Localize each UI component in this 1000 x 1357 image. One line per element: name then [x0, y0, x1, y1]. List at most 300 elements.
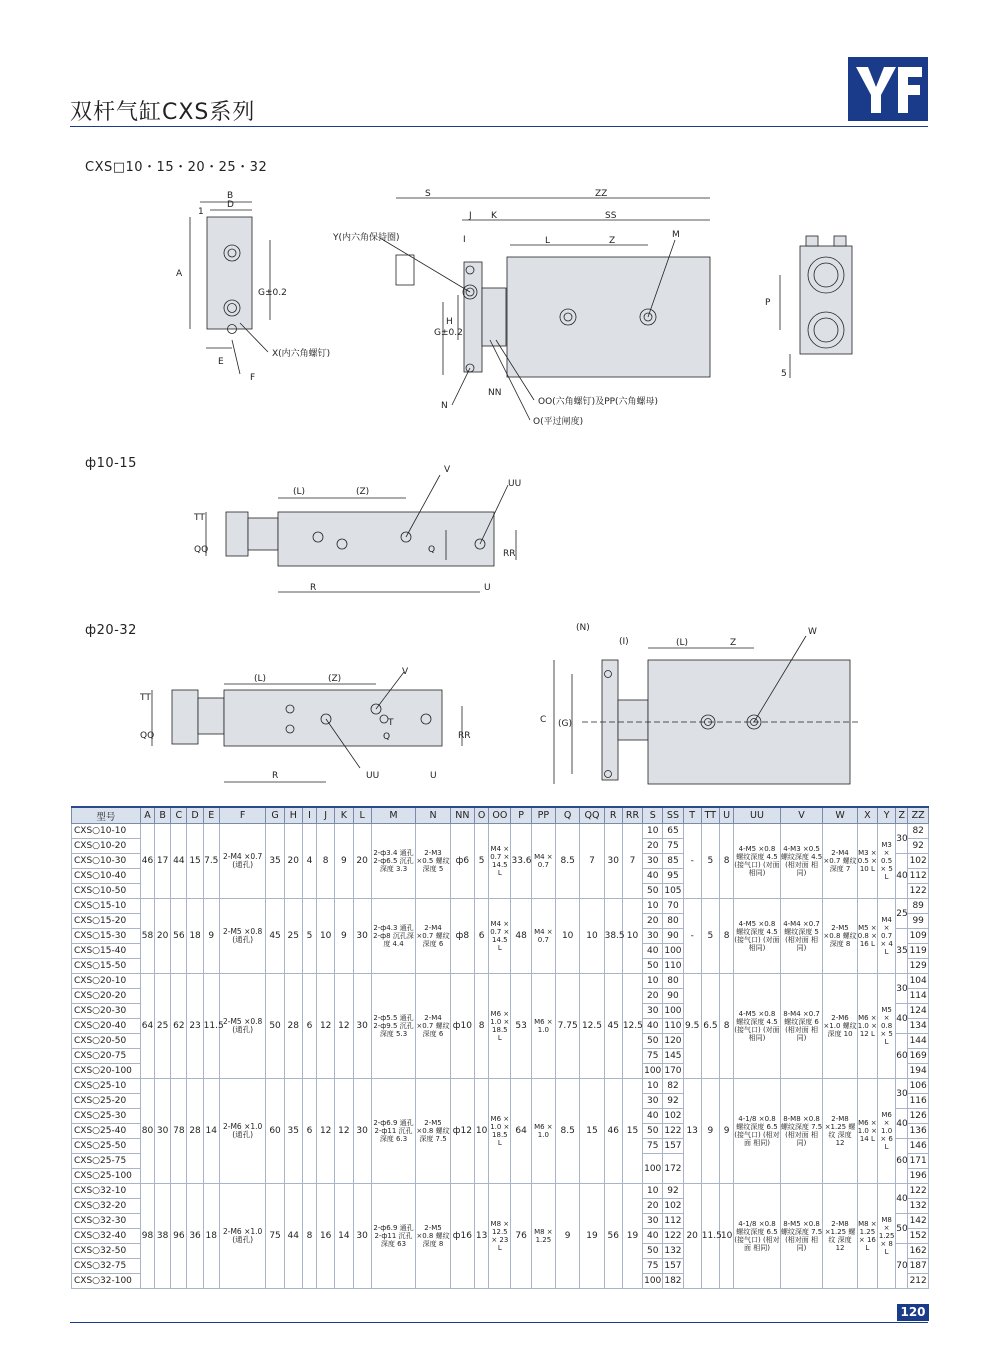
col-header: E — [203, 807, 219, 824]
table-cell: 142 — [908, 1214, 929, 1229]
table-cell: M6 × 1.0 × 14 L — [857, 1079, 877, 1184]
table-cell: 2-M5 ×0.8 (通孔) — [219, 974, 266, 1079]
label-5: 5 — [781, 369, 787, 379]
label-lp-right: (L) — [676, 638, 689, 648]
table-cell: 53 — [511, 974, 531, 1079]
table-cell: 30 — [604, 824, 622, 899]
table-cell: M6 × 1.0 — [531, 1079, 555, 1184]
table-cell: CXS○15-40 — [72, 944, 141, 959]
table-cell: M6 × 1.0 × 6 L — [878, 1079, 896, 1184]
table-cell: CXS○15-50 — [72, 959, 141, 974]
label-j: J — [469, 211, 472, 221]
table-cell: 28 — [187, 1079, 203, 1184]
table-cell: 45 — [266, 899, 284, 974]
table-cell: M4 × 0.7 — [531, 824, 555, 899]
table-cell: 5 — [302, 899, 316, 974]
table-cell: 80 — [663, 914, 683, 929]
col-header: Y — [878, 807, 896, 824]
table-cell: 114 — [908, 989, 929, 1004]
table-cell: M3 × 0.5 × 5 L — [878, 824, 896, 899]
table-cell: 80 — [663, 974, 683, 989]
table-cell: 30 — [896, 974, 908, 1004]
col-header: TT — [701, 807, 719, 824]
table-row — [72, 824, 929, 839]
label-rr-small: RR — [503, 549, 516, 559]
table-cell: 105 — [663, 884, 683, 899]
table-cell: ф10 — [450, 974, 474, 1079]
col-header: N — [416, 807, 450, 824]
table-cell: 2-ф6.9 通孔 2-ф11 沉孔深度 63 — [371, 1184, 416, 1289]
table-cell: 9 — [720, 1079, 734, 1184]
table-cell: 15 — [622, 1079, 642, 1184]
table-cell: 75 — [663, 839, 683, 854]
label-q-small: Q — [428, 545, 436, 555]
table-cell: 2-M4 ×0.7 螺纹 深度 6 — [416, 974, 450, 1079]
table-cell: 35 — [896, 929, 908, 974]
table-cell: CXS○10-10 — [72, 824, 141, 839]
table-cell: 96 — [171, 1184, 187, 1289]
table-cell: CXS○25-75 — [72, 1154, 141, 1169]
label-c: C — [540, 715, 547, 725]
label-e: E — [218, 357, 224, 367]
page-number: 120 — [897, 1304, 929, 1321]
spec-table — [71, 806, 929, 1289]
table-cell: CXS○20-40 — [72, 1019, 141, 1034]
label-g02-top: G±0.2 — [434, 328, 463, 338]
table-cell: 60 — [266, 1079, 284, 1184]
table-cell: 30 — [896, 824, 908, 854]
table-cell: 20 — [353, 824, 371, 899]
label-g02: G±0.2 — [258, 288, 287, 298]
table-cell: 30 — [353, 1184, 371, 1289]
table-cell: 4 — [302, 824, 316, 899]
table-cell: 46 — [604, 1079, 622, 1184]
label-tt-small: TT — [194, 513, 205, 523]
table-cell: 12 — [317, 1079, 335, 1184]
table-cell: - — [683, 824, 701, 899]
table-cell: 6 — [475, 899, 489, 974]
table-cell: 129 — [908, 959, 929, 974]
table-cell: CXS○10-30 — [72, 854, 141, 869]
table-cell: 122 — [908, 1184, 929, 1199]
table-cell: 28 — [284, 974, 302, 1079]
label-ss: SS — [605, 211, 617, 221]
table-cell: 100 — [643, 1154, 663, 1184]
table-cell: 19 — [580, 1184, 604, 1289]
table-cell: CXS○20-20 — [72, 989, 141, 1004]
table-cell: 50 — [896, 1214, 908, 1244]
table-cell: 144 — [908, 1034, 929, 1049]
table-cell: 8 — [317, 824, 335, 899]
table-cell: 12 — [335, 974, 353, 1079]
table-cell: 20 — [643, 839, 663, 854]
table-cell: 8 — [302, 1184, 316, 1289]
table-cell: ф12 — [450, 1079, 474, 1184]
table-cell: 50 — [643, 959, 663, 974]
table-cell: 38.5 — [604, 899, 622, 974]
table-cell: 33.6 — [511, 824, 531, 899]
table-cell: 14 — [203, 1079, 219, 1184]
table-cell: 20 — [643, 1199, 663, 1214]
table-cell: 90 — [663, 989, 683, 1004]
table-cell: 182 — [663, 1274, 683, 1289]
table-cell: 8 — [720, 899, 734, 974]
table-cell: 30 — [353, 1079, 371, 1184]
col-header: X — [857, 807, 877, 824]
table-cell: 157 — [663, 1259, 683, 1274]
table-cell: 116 — [908, 1094, 929, 1109]
table-cell: M4 × 0.7 — [531, 899, 555, 974]
table-cell: 126 — [908, 1109, 929, 1124]
table-cell: 2-M4 ×0.7 (通孔) — [219, 824, 266, 899]
label-f: F — [250, 373, 256, 383]
table-cell: 58 — [140, 899, 154, 974]
table-cell: 106 — [908, 1079, 929, 1094]
phi-small-label: ф10-15 — [85, 456, 137, 471]
table-cell: 60 — [896, 1139, 908, 1184]
label-uu-small: UU — [508, 479, 522, 489]
table-cell: CXS○32-10 — [72, 1184, 141, 1199]
col-header: R — [604, 807, 622, 824]
table-cell: 2-M5 ×0.8 螺纹 深度 7.5 — [416, 1079, 450, 1184]
table-cell: 40 — [896, 854, 908, 899]
table-body — [72, 824, 929, 1289]
col-header: G — [266, 807, 284, 824]
table-cell: 30 — [155, 1079, 171, 1184]
table-cell: M6 × 1.0 × 12 L — [857, 974, 877, 1079]
table-cell: 62 — [171, 974, 187, 1079]
table-cell: 9 — [701, 1079, 719, 1184]
table-cell: 65 — [663, 824, 683, 839]
table-cell: 30 — [643, 1214, 663, 1229]
table-cell: 11.5 — [701, 1184, 719, 1289]
table-cell: 119 — [908, 944, 929, 959]
col-header: U — [720, 807, 734, 824]
table-cell: 170 — [663, 1064, 683, 1079]
table-cell: 18 — [187, 899, 203, 974]
table-cell: 10 — [720, 1184, 734, 1289]
table-cell: CXS○32-20 — [72, 1199, 141, 1214]
col-header: QQ — [580, 807, 604, 824]
table-cell: 12.5 — [622, 974, 642, 1079]
label-ip: (I) — [619, 637, 629, 647]
table-cell: 30 — [353, 974, 371, 1079]
table-cell: M6 × 1.0 × 18.5 L — [489, 974, 511, 1079]
table-cell: 78 — [171, 1079, 187, 1184]
table-cell: 20 — [643, 989, 663, 1004]
table-cell: 44 — [284, 1184, 302, 1289]
table-cell: CXS○15-30 — [72, 929, 141, 944]
table-cell: 212 — [908, 1274, 929, 1289]
table-cell: 2-ф3.4 通孔 2-ф6.5 沉孔深度 3.3 — [371, 824, 416, 899]
table-cell: CXS○20-50 — [72, 1034, 141, 1049]
col-header: UU — [734, 807, 781, 824]
table-cell: M8 × 1.25 × 16 L — [857, 1184, 877, 1289]
table-cell: 8.5 — [556, 824, 580, 899]
table-cell: 12 — [317, 974, 335, 1079]
table-cell: 102 — [663, 1109, 683, 1124]
table-cell: CXS○10-50 — [72, 884, 141, 899]
table-row — [72, 1184, 929, 1199]
table-cell: 9.5 — [683, 974, 701, 1079]
table-cell: 99 — [908, 914, 929, 929]
table-cell: CXS○20-75 — [72, 1049, 141, 1064]
table-cell: ф16 — [450, 1184, 474, 1289]
label-z: Z — [609, 236, 616, 246]
table-cell: 40 — [896, 1004, 908, 1034]
label-m: M — [672, 230, 680, 240]
table-cell: 2-M8 ×1.25 螺纹 深度 12 — [823, 1079, 857, 1184]
col-header: ZZ — [908, 807, 929, 824]
table-cell: 80 — [140, 1079, 154, 1184]
table-cell: 98 — [140, 1184, 154, 1289]
table-cell: CXS○20-10 — [72, 974, 141, 989]
table-cell: 2-M5 ×0.8 螺纹 深度 8 — [416, 1184, 450, 1289]
table-cell: 2-M6 ×1.0 螺纹 深度 10 — [823, 974, 857, 1079]
table-cell: 100 — [643, 1274, 663, 1289]
table-cell: 20 — [155, 899, 171, 974]
table-cell: 12 — [335, 1079, 353, 1184]
label-x: X(内六角螺钉) — [272, 349, 331, 359]
col-header: B — [155, 807, 171, 824]
table-cell: 187 — [908, 1259, 929, 1274]
table-cell: 109 — [908, 929, 929, 944]
table-cell: CXS○15-20 — [72, 914, 141, 929]
table-cell: 8 — [720, 974, 734, 1079]
table-cell: 17 — [155, 824, 171, 899]
label-k: K — [491, 211, 497, 221]
table-cell: 44 — [171, 824, 187, 899]
label-q-large: Q — [383, 732, 391, 742]
table-cell: 70 — [896, 1244, 908, 1289]
table-cell: 46 — [140, 824, 154, 899]
table-cell: 134 — [908, 1019, 929, 1034]
col-header: C — [171, 807, 187, 824]
table-cell: 10 — [556, 899, 580, 974]
table-cell: 4-1/8 ×0.8 螺纹深度 6.5 (接气口) (相对面 相同) — [734, 1079, 781, 1184]
col-header: J — [317, 807, 335, 824]
label-zz: ZZ — [595, 189, 608, 199]
col-header: Q — [556, 807, 580, 824]
table-cell: 15 — [580, 1079, 604, 1184]
table-cell: 4-M5 ×0.8 螺纹深度 4.5 (接气口) (对面相同) — [734, 899, 781, 974]
table-cell: CXS○10-20 — [72, 839, 141, 854]
label-r-large: R — [272, 771, 279, 781]
table-cell: 9 — [203, 899, 219, 974]
table-cell: 169 — [908, 1049, 929, 1064]
label-rr-large: RR — [458, 731, 471, 741]
table-cell: 6.5 — [701, 974, 719, 1079]
table-cell: 10 — [475, 1079, 489, 1184]
col-header: Z — [896, 807, 908, 824]
table-cell: M8 × 12.5 × 23 L — [489, 1184, 511, 1289]
table-cell: CXS○25-50 — [72, 1139, 141, 1154]
table-cell: M6 × 1.0 × 18.5 L — [489, 1079, 511, 1184]
col-header: K — [335, 807, 353, 824]
table-cell: 40 — [643, 944, 663, 959]
table-cell: 7 — [580, 824, 604, 899]
table-cell: 30 — [643, 854, 663, 869]
table-cell: 19 — [622, 1184, 642, 1289]
table-cell: 145 — [663, 1049, 683, 1064]
table-cell: 2-M3 ×0.5 螺纹 深度 5 — [416, 824, 450, 899]
table-cell: 132 — [663, 1244, 683, 1259]
table-cell: 120 — [663, 1034, 683, 1049]
label-tt-large: TT — [140, 693, 151, 703]
col-header: W — [823, 807, 857, 824]
table-row — [72, 1079, 929, 1094]
table-cell: CXS○32-100 — [72, 1274, 141, 1289]
table-cell: CXS○25-10 — [72, 1079, 141, 1094]
table-cell: 30 — [643, 1004, 663, 1019]
table-cell: 132 — [908, 1199, 929, 1214]
col-header: SS — [663, 807, 683, 824]
table-cell: 136 — [908, 1124, 929, 1139]
table-cell: 92 — [663, 1094, 683, 1109]
table-cell: 90 — [663, 929, 683, 944]
label-b: B — [227, 191, 234, 201]
table-cell: 20 — [643, 914, 663, 929]
col-header: L — [353, 807, 371, 824]
col-header: F — [219, 807, 266, 824]
col-header: S — [643, 807, 663, 824]
table-cell: 8.5 — [556, 1079, 580, 1184]
table-cell: 172 — [663, 1154, 683, 1184]
label-n: N — [441, 401, 448, 411]
table-cell: 56 — [604, 1184, 622, 1289]
table-cell: 13 — [475, 1184, 489, 1289]
table-cell: CXS○32-40 — [72, 1229, 141, 1244]
table-cell: 16 — [317, 1184, 335, 1289]
table-cell: 23 — [187, 974, 203, 1079]
label-zp-small: (Z) — [356, 487, 370, 497]
table-cell: 85 — [663, 854, 683, 869]
table-cell: 10 — [317, 899, 335, 974]
footer-rule — [70, 1322, 928, 1323]
table-cell: 100 — [643, 1064, 663, 1079]
table-cell: 10 — [622, 899, 642, 974]
table-cell: 2-M4 ×0.7 螺纹 深度 6 — [416, 899, 450, 974]
table-cell: 10 — [643, 1184, 663, 1199]
label-np: (N) — [576, 623, 590, 633]
label-nn: NN — [488, 388, 502, 398]
label-i: I — [463, 235, 466, 245]
table-cell: 112 — [908, 869, 929, 884]
table-cell: 30 — [643, 929, 663, 944]
table-cell: 2-M6 ×1.0 (通孔) — [219, 1079, 266, 1184]
table-cell: 14 — [335, 1184, 353, 1289]
table-cell: CXS○32-30 — [72, 1214, 141, 1229]
label-v-large: V — [402, 667, 409, 677]
table-cell: 40 — [643, 869, 663, 884]
page-title: 双杆气缸CXS系列 — [70, 100, 256, 125]
table-cell: 11.5 — [203, 974, 219, 1079]
table-cell: 4-M5 ×0.8 螺纹深度 4.5 (接气口) (对面相同) — [734, 824, 781, 899]
table-cell: 196 — [908, 1169, 929, 1184]
table-cell: 7 — [622, 824, 642, 899]
table-cell: 75 — [643, 1049, 663, 1064]
table-cell: 38 — [155, 1184, 171, 1289]
table-cell: 50 — [643, 884, 663, 899]
table-cell: 9 — [335, 824, 353, 899]
table-cell: M4 × 0.7 × 14.5 L — [489, 899, 511, 974]
table-cell: 104 — [908, 974, 929, 989]
table-cell: 110 — [663, 1019, 683, 1034]
table-cell: 2-M5 ×0.8 螺纹 深度 8 — [823, 899, 857, 974]
col-header: 型号 — [72, 807, 141, 824]
table-cell: 5 — [475, 824, 489, 899]
label-y: Y(内六角保持圈) — [333, 233, 400, 243]
table-row — [72, 899, 929, 914]
label-qq-large: QQ — [140, 731, 155, 741]
table-cell: 45 — [604, 974, 622, 1079]
table-cell: M6 × 1.0 — [531, 974, 555, 1079]
table-cell: 194 — [908, 1064, 929, 1079]
table-cell: - — [683, 899, 701, 974]
table-cell: 30 — [643, 1094, 663, 1109]
col-header: I — [302, 807, 316, 824]
model-series-label: CXS□10・15・20・25・32 — [85, 160, 268, 175]
label-o: O(平过闸度) — [533, 417, 584, 427]
label-h: H — [446, 317, 453, 327]
col-header: RR — [622, 807, 642, 824]
table-cell: 36 — [187, 1184, 203, 1289]
phi-large-label: ф20-32 — [85, 623, 137, 638]
table-cell: 122 — [663, 1229, 683, 1244]
table-cell: 152 — [908, 1229, 929, 1244]
label-lp-large: (L) — [254, 674, 267, 684]
table-cell: 4-1/8 ×0.8 螺纹深度 6.5 (接气口) (相对面 相同) — [734, 1184, 781, 1289]
table-cell: 2-ф4.3 通孔 2-ф8 沉孔深度 4.4 — [371, 899, 416, 974]
table-cell: 60 — [896, 1034, 908, 1079]
table-cell: 8 — [720, 824, 734, 899]
table-cell: CXS○32-75 — [72, 1259, 141, 1274]
label-r-small: R — [310, 583, 317, 593]
table-cell: 40 — [896, 1109, 908, 1139]
table-cell: 7.5 — [203, 824, 219, 899]
table-cell: 10 — [643, 1079, 663, 1094]
table-cell: 50 — [643, 1124, 663, 1139]
table-cell: 2-ф6.9 通孔 2-ф11 沉孔深度 6.3 — [371, 1079, 416, 1184]
label-w: W — [808, 627, 817, 637]
label-t-large: T — [388, 718, 394, 728]
table-cell: 35 — [284, 1079, 302, 1184]
table-cell: 25 — [155, 974, 171, 1079]
table-cell: 102 — [663, 1199, 683, 1214]
label-s: S — [425, 189, 431, 199]
table-cell: 40 — [643, 1229, 663, 1244]
table-cell: 76 — [511, 1184, 531, 1289]
table-cell: CXS○25-100 — [72, 1169, 141, 1184]
label-zp-large: (Z) — [328, 674, 342, 684]
table-cell: 9 — [335, 899, 353, 974]
table-cell: 48 — [511, 899, 531, 974]
col-header: O — [475, 807, 489, 824]
table-cell: 10 — [643, 899, 663, 914]
table-cell: 92 — [663, 1184, 683, 1199]
table-cell: 82 — [663, 1079, 683, 1094]
table-cell: 40 — [643, 1019, 663, 1034]
table-cell: M5 × 0.8 × 5 L — [878, 974, 896, 1079]
col-header: P — [511, 807, 531, 824]
table-cell: 122 — [663, 1124, 683, 1139]
table-cell: 18 — [203, 1184, 219, 1289]
table-cell: 25 — [284, 899, 302, 974]
label-z-right: Z — [730, 638, 737, 648]
table-cell: 25 — [896, 899, 908, 929]
table-cell: 20 — [683, 1184, 701, 1289]
table-cell: 2-M5 ×0.8 (通孔) — [219, 899, 266, 974]
